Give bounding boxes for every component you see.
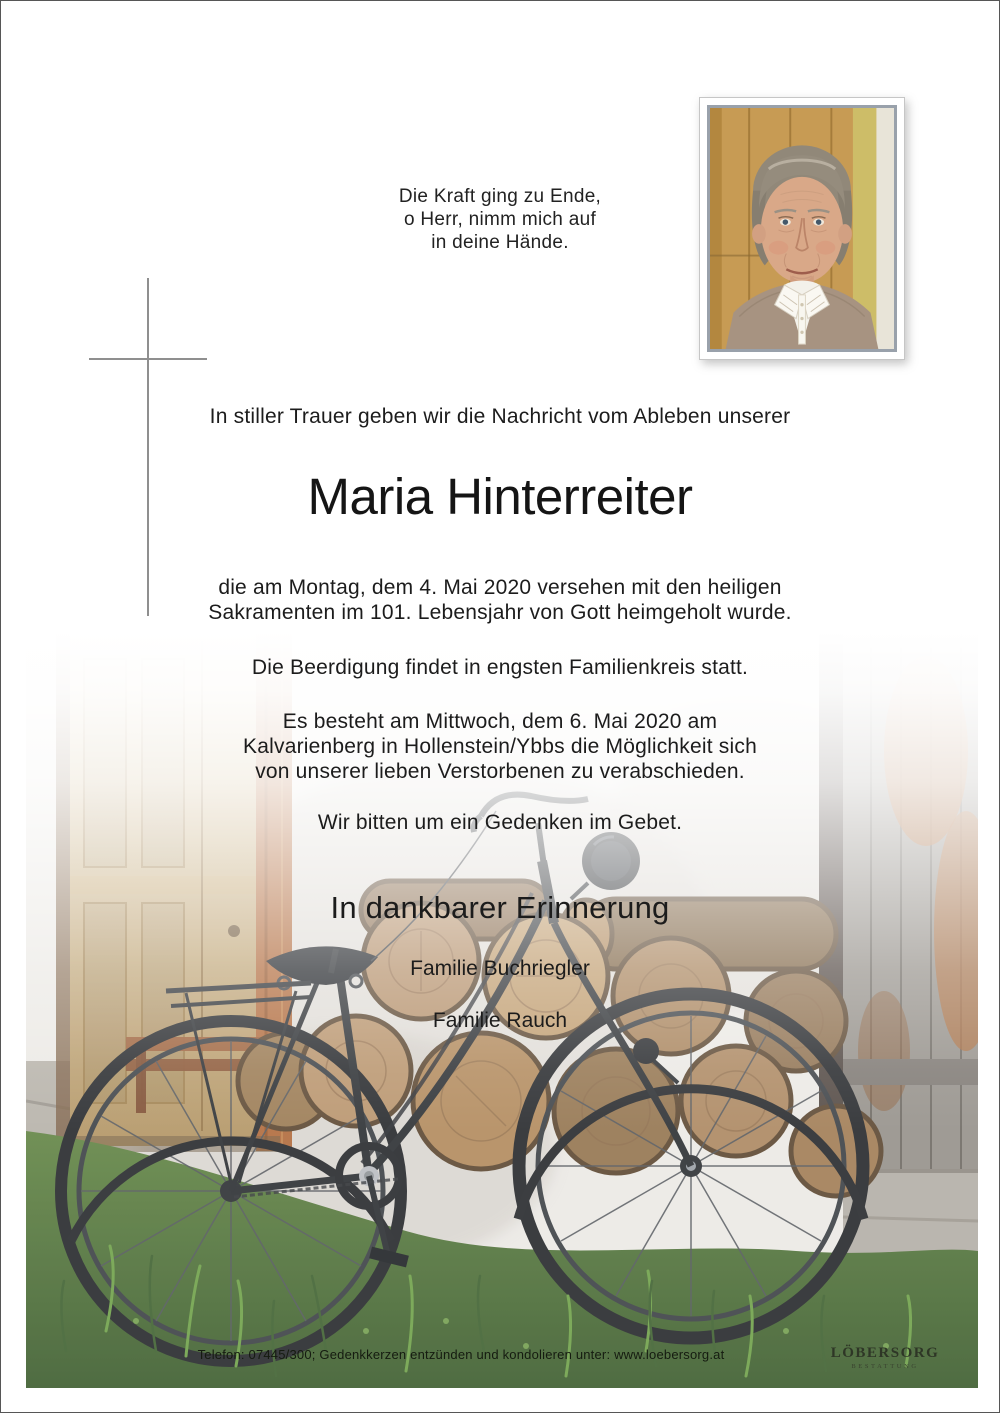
announcement-line: In stiller Trauer geben wir die Nachricht vom Ableben unserer bbox=[209, 405, 791, 428]
family-name-1: Familie Buchriegler bbox=[410, 957, 590, 980]
opening-quote bbox=[1, 185, 999, 254]
funeral-home-logo bbox=[829, 1345, 941, 1371]
cross-vertical-bar bbox=[147, 278, 149, 616]
farewell-paragraph bbox=[1, 709, 999, 784]
funeral-home-logo-subtitle: BESTATTUNG bbox=[851, 1363, 919, 1370]
cross-horizontal-bar bbox=[89, 358, 207, 360]
farewell-line-3: von unserer lieben Verstorbenen zu verabschieden. bbox=[255, 760, 745, 783]
prayer-line: Wir bitten um ein Gedenken im Gebet. bbox=[317, 811, 683, 834]
funeral-line: Die Beerdigung findet in engsten Familienkreis statt. bbox=[251, 656, 749, 679]
deceased-name: Maria Hinterreiter bbox=[307, 468, 693, 525]
farewell-line-2: Kalvarienberg in Hollenstein/Ybbs die Möglichkeit sich bbox=[243, 735, 757, 758]
farewell-line-1: Es besteht am Mittwoch, dem 6. Mai 2020 am bbox=[282, 710, 718, 733]
quote-line-2: o Herr, nimm mich auf bbox=[403, 209, 597, 230]
remembrance-heading: In dankbarer Erinnerung bbox=[330, 890, 670, 925]
family-name-2: Familie Rauch bbox=[432, 1009, 568, 1032]
passing-line-2: Sakramenten im 101. Lebensjahr von Gott heimgeholt wurde. bbox=[208, 601, 792, 624]
footer-contact-line: Telefon: 07445/300; Gedenkkerzen entzünden und kondolieren unter: www.loebersorg.at bbox=[197, 1347, 725, 1362]
funeral-home-logo-title: LÖBERSORG bbox=[830, 1345, 940, 1361]
quote-line-3: in deine Hände. bbox=[431, 232, 569, 253]
quote-line-1: Die Kraft ging zu Ende, bbox=[398, 186, 602, 207]
passing-paragraph bbox=[1, 575, 999, 625]
passing-line-1: die am Montag, dem 4. Mai 2020 versehen mit den heiligen bbox=[218, 576, 782, 599]
